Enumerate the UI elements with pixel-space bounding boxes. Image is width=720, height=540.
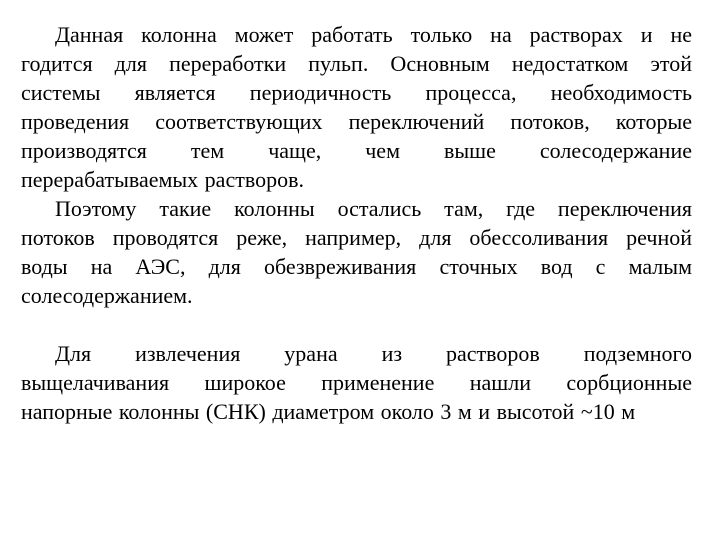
text-line: производятся тем чаще, чем выше солесодержание (21, 138, 692, 163)
text-line: Для извлечения урана из растворов подземного (55, 341, 692, 366)
text-line: воды на АЭС, для обезвреживания сточных вод с малым (21, 254, 692, 279)
text-line: проведения соответствующих переключений потоков, которые (21, 109, 692, 134)
text-line: перерабатываемых растворов. (21, 167, 304, 192)
text-line: выщелачивания широкое применение нашли сорбционные (21, 370, 692, 395)
text-line: Поэтому такие колонны остались там, где переключения (55, 196, 692, 221)
text-line: потоков проводятся реже, например, для обессоливания речной (21, 225, 692, 250)
paragraph-2 (21, 194, 692, 310)
text-line: напорные колонны (СНК) диаметром около 3 м и высотой ~10 м (21, 399, 636, 424)
text-line: Данная колонна может работать только на растворах и не (55, 22, 692, 47)
text-line: солесодержанием. (21, 283, 193, 308)
text-line: системы является периодичность процесса, необходимость (21, 80, 692, 105)
paragraph-3 (21, 339, 692, 426)
text-line: годится для переработки пульп. Основным недостатком этой (21, 51, 692, 76)
paragraph-1 (21, 20, 692, 194)
